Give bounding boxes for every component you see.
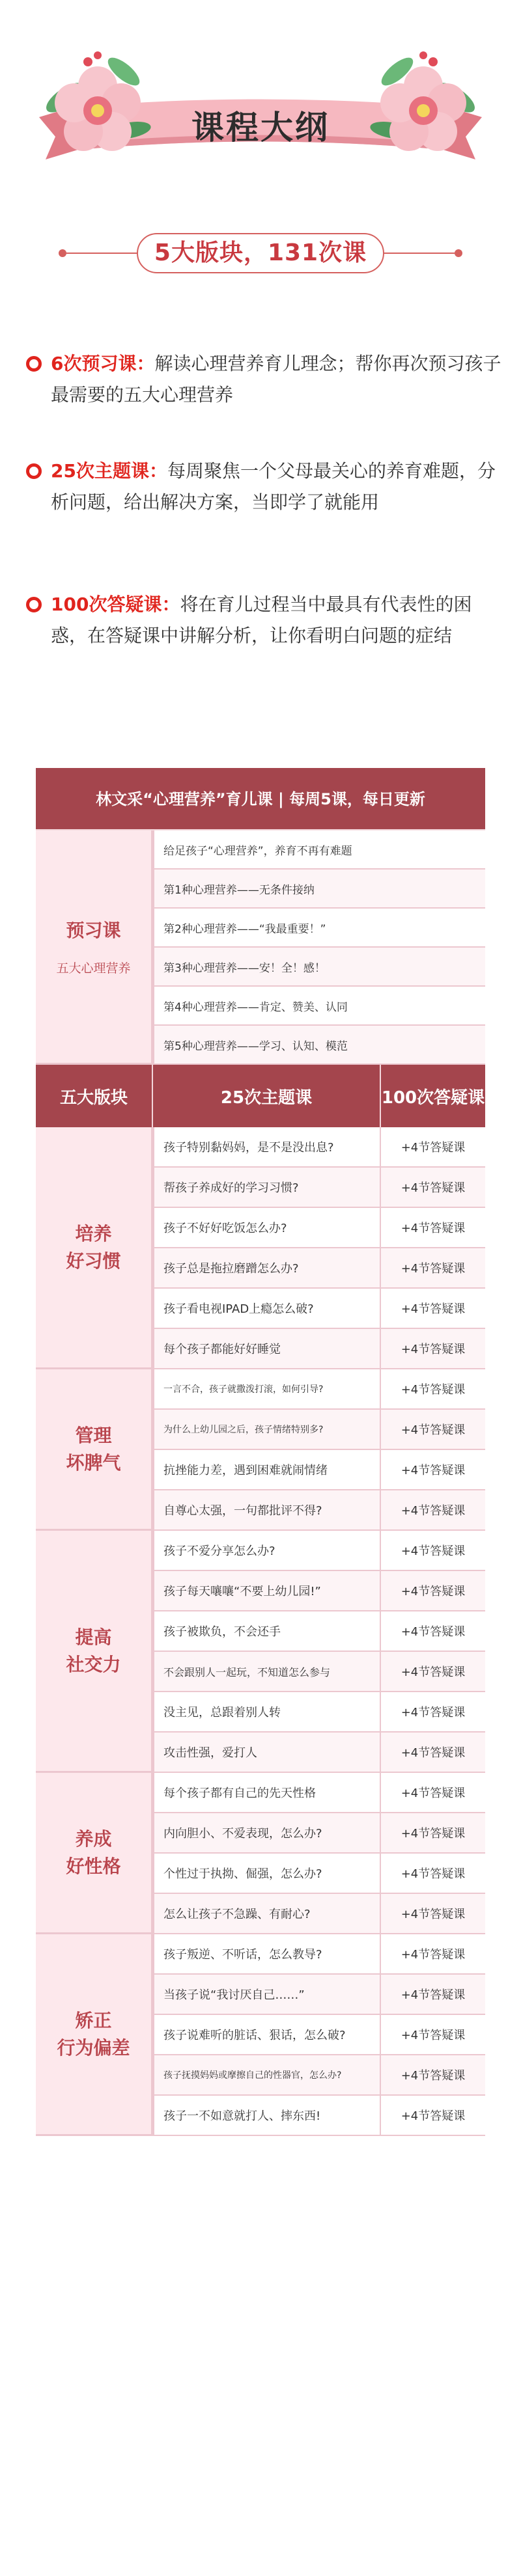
module-block [36,1369,485,1531]
intro-highlight: 6次预习课： [51,353,155,374]
table-row [153,1127,485,1168]
table-row [153,1934,485,1975]
table-row [153,1369,485,1410]
topic-cell: 孩子看电视IPAD上瘾怎么破? [153,1289,381,1328]
topic-cell: 孩子抚摸妈妈或摩擦自己的性器官，怎么办? [153,2055,381,2094]
topic-cell: 怎么让孩子不急躁、有耐心? [153,1894,381,1933]
preview-item: 第2种心理营养——“我最重要！” [153,909,485,948]
module-label [66,1220,120,1275]
bullet-ring-icon [26,356,42,372]
topic-cell: 孩子特别黏妈妈，是不是没出息? [153,1127,381,1166]
topic-cell: 个性过于执拗、倔强，怎么办? [153,1854,381,1893]
left-line [66,253,138,254]
preview-item: 给足孩子“心理营养”，养育不再有难题 [153,830,485,870]
preview-item: 第3种心理营养——安！全！感！ [153,948,485,987]
qa-count-cell: +4节答疑课 [401,1302,466,1316]
topic-list [153,1531,485,1773]
table-row [153,1289,485,1329]
qa-count-cell: +4节答疑课 [401,2109,466,2123]
module-label-cell [36,1773,153,1934]
qa-count-cell: +4节答疑课 [401,1141,466,1155]
module-label-line: 培养 [75,1222,112,1244]
table-row [153,1773,485,1813]
table-row [153,1490,485,1531]
preview-item: 第1种心理营养——无条件接纳 [153,870,485,909]
intro-item [26,456,501,518]
topic-cell: 孩子每天嚷嚷“不要上幼儿园!” [153,1571,381,1610]
intro-item [26,348,501,411]
module-label-cell [36,1531,153,1773]
table-row [153,1692,485,1733]
qa-count-cell: +4节答疑课 [401,2069,466,2083]
table-row [153,1894,485,1934]
qa-count-cell: +4节答疑课 [401,1504,466,1518]
qa-count-cell: +4节答疑课 [401,1585,466,1598]
intro-text: 解读心理营养育儿理念；帮你再次预习孩子最需要的五大心理营养 [51,353,501,405]
module-label-cell [36,1127,153,1369]
modules-body [36,1127,485,2136]
table-row [153,1571,485,1611]
topic-cell: 帮孩子养成好的学习习惯? [153,1168,381,1207]
topic-cell: 内向胆小、不爱表现，怎么办? [153,1813,381,1852]
module-label-line: 好性格 [66,1855,121,1877]
preview-label: 预习课 [66,920,121,941]
qa-count-cell: +4节答疑课 [401,1625,466,1639]
topic-cell: 孩子不爱分享怎么办? [153,1531,381,1570]
table-row [153,1168,485,1208]
qa-count-cell: +4节答疑课 [401,1706,466,1720]
module-label [66,1624,120,1679]
table-row [153,1854,485,1894]
module-label-line: 养成 [75,1828,112,1850]
intro-text: 每周聚焦一个父母最关心的养育难题，分析问题，给出解决方案，当即学了就能用 [51,460,496,513]
column-header: 100次答疑课 [381,1088,485,1108]
module-label-line: 坏脾气 [66,1451,121,1473]
topic-cell: 自尊心太强，一句都批评不得? [153,1490,381,1529]
module-label-line: 好习惯 [66,1250,121,1272]
topic-cell: 为什么上幼儿园之后，孩子情绪特别多? [153,1410,381,1449]
qa-count-cell: +4节答疑课 [401,1908,466,1921]
intro-highlight: 100次答疑课： [51,594,180,615]
module-label-cell [36,1934,153,2136]
topic-cell: 孩子不好好吃饭怎么办? [153,1208,381,1247]
qa-count-cell: +4节答疑课 [401,1988,466,2002]
topic-cell: 孩子总是拖拉磨蹭怎么办? [153,1248,381,1287]
table-title: 林文采“心理营养”育儿课 | 每周5课，每日更新 [36,768,485,830]
topic-list [153,1934,485,2136]
module-label [66,1422,120,1477]
topic-cell: 每个孩子都有自己的先天性格 [153,1773,381,1812]
left-dot [59,249,66,257]
topic-list [153,1369,485,1531]
module-block [36,1773,485,1934]
preview-list [153,830,485,1065]
module-label-line: 管理 [75,1424,112,1446]
topic-cell: 孩子一不如意就打人、摔东西! [153,2096,381,2135]
topic-cell: 每个孩子都能好好睡觉 [153,1329,381,1368]
module-block [36,1934,485,2136]
column-header: 25次主题课 [153,1065,381,1127]
bullet-ring-icon [26,597,42,612]
qa-count-cell: +4节答疑课 [401,1544,466,1558]
table-row [153,2096,485,2136]
preview-item: 第4种心理营养——肯定、赞美、认同 [153,987,485,1026]
title-banner [26,46,495,176]
column-header: 五大版块 [36,1065,153,1127]
qa-count-cell: +4节答疑课 [401,1181,466,1195]
preview-label-cell [36,830,153,1065]
table-row [153,2055,485,2096]
qa-count-cell: +4节答疑课 [401,2029,466,2042]
table-row [153,1733,485,1773]
topic-cell: 不会跟别人一起玩，不知道怎么参与 [153,1652,381,1691]
qa-count-cell: +4节答疑课 [401,1383,466,1397]
subtitle-text: 5大版块，131次课 [137,233,384,273]
topic-cell: 一言不合，孩子就撒泼打滚，如何引导? [153,1369,381,1408]
qa-count-cell: +4节答疑课 [401,1423,466,1437]
table-row [153,1329,485,1369]
qa-count-cell: +4节答疑课 [401,1222,466,1235]
table-row [153,1450,485,1490]
qa-count-cell: +4节答疑课 [401,1867,466,1881]
topic-cell: 没主见，总跟着别人转 [153,1692,381,1731]
right-dot [455,249,462,257]
right-line [383,253,455,254]
subtitle-pill [59,228,462,280]
module-label-line: 行为偏差 [57,2036,130,2059]
qa-count-cell: +4节答疑课 [401,1464,466,1477]
qa-count-cell: +4节答疑课 [401,1746,466,1760]
module-label-line: 提高 [75,1626,112,1648]
module-block [36,1127,485,1369]
qa-count-cell: +4节答疑课 [401,1948,466,1962]
module-label-line: 矫正 [75,2009,112,2031]
topic-cell: 当孩子说“我讨厌自己……” [153,1975,381,2014]
qa-count-cell: +4节答疑课 [401,1787,466,1800]
module-label [57,2007,130,2062]
table-row [153,1248,485,1289]
module-label-cell [36,1369,153,1531]
module-label-line: 社交力 [66,1653,121,1675]
module-block [36,1531,485,1773]
qa-count-cell: +4节答疑课 [401,1262,466,1276]
preview-sublabel: 五大心理营养 [56,961,131,976]
column-header-row [36,1065,485,1127]
preview-block [36,830,485,1065]
intro-highlight: 25次主题课： [51,460,167,482]
table-row [153,1975,485,2015]
course-table [36,768,485,2136]
qa-count-cell: +4节答疑课 [401,1827,466,1841]
intro-text: 将在育儿过程当中最具有代表性的困惑，在答疑课中讲解分析，让你看明白问题的症结 [51,594,472,646]
topic-cell: 攻击性强，爱打人 [153,1733,381,1772]
table-row [153,1813,485,1854]
table-row [153,1652,485,1692]
table-row [153,1531,485,1571]
preview-item: 第5种心理营养——学习、认知、模范 [153,1026,485,1065]
topic-list [153,1773,485,1934]
module-label [66,1826,120,1880]
table-row [153,1611,485,1652]
qa-count-cell: +4节答疑课 [401,1665,466,1679]
topic-cell: 孩子被欺负，不会还手 [153,1611,381,1651]
table-row [153,1208,485,1248]
page-title: 课程大纲 [191,109,330,146]
topic-list [153,1127,485,1369]
bullet-ring-icon [26,463,42,479]
intro-item [26,589,501,651]
qa-count-cell: +4节答疑课 [401,1343,466,1356]
topic-cell: 孩子叛逆、不听话，怎么教导? [153,1934,381,1973]
table-row [153,2015,485,2055]
topic-cell: 抗挫能力差，遇到困难就闹情绪 [153,1450,381,1489]
table-row [153,1410,485,1450]
topic-cell: 孩子说难听的脏话、狠话，怎么破? [153,2015,381,2054]
